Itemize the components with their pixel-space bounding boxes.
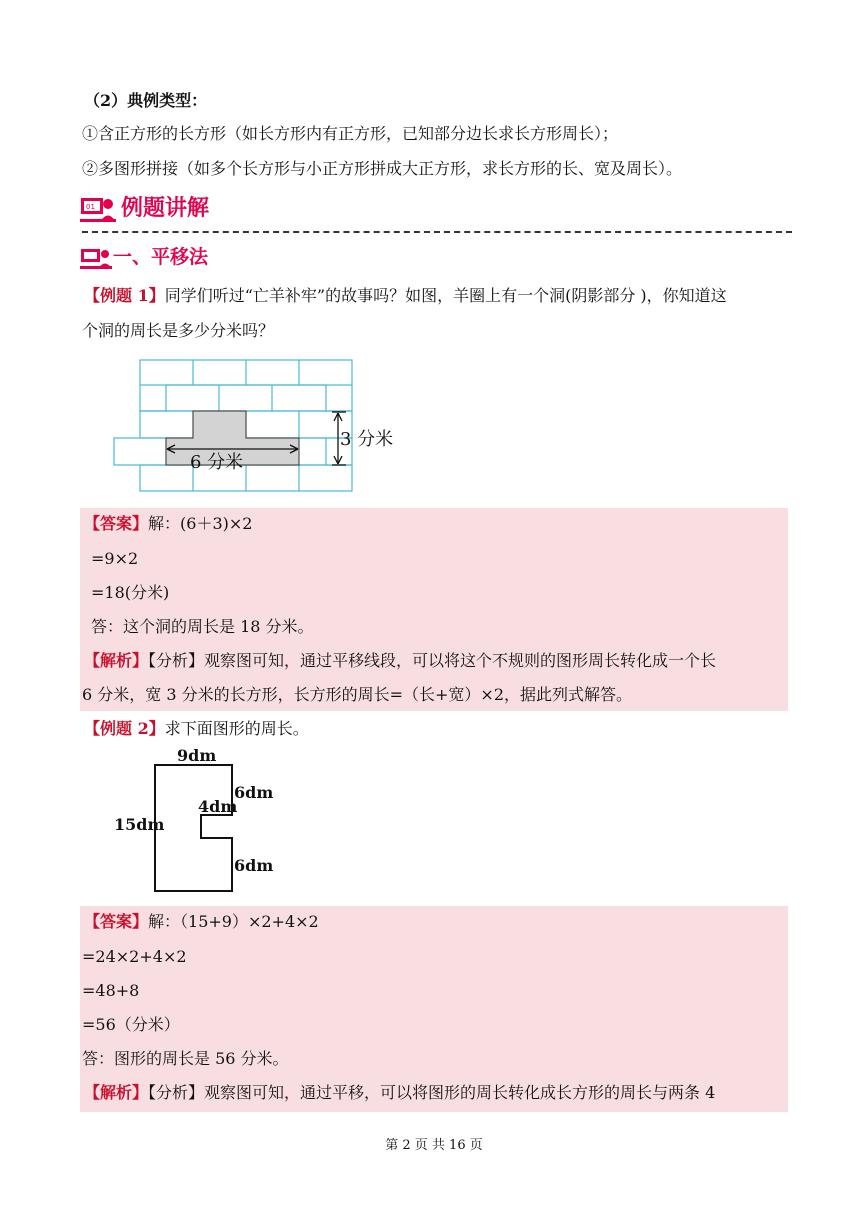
analysis-1-text: 【分析】观察图可知，通过平移线段，可以将这个不规则的图形周长转化成一个长 (148, 651, 717, 670)
answer-2-step-3: =48+8 (82, 981, 140, 1000)
example-2-tag: 【例题 2】 (84, 719, 165, 738)
label-right-bottom: 6dm (234, 856, 274, 875)
brick-wall-figure (110, 356, 420, 496)
section-title: 例题讲解 (121, 196, 210, 221)
example-1-line-1 (84, 285, 727, 307)
example-1-line-2: 个洞的周长是多少分米吗？ (82, 321, 275, 340)
types-title: （2）典例类型： (84, 91, 208, 110)
answer-2-step-2: =24×2+4×2 (82, 947, 187, 966)
notched-shape (155, 765, 232, 891)
label-left: 15dm (114, 815, 165, 834)
answer-2-conclusion: 答：图形的周长是 56 分米。 (82, 1049, 289, 1068)
answer-2-tag: 【答案】 (84, 912, 149, 931)
label-right-top: 6dm (234, 783, 274, 802)
answer-2-step-1: 解：（15+9）×2+4×2 (148, 912, 319, 931)
answer-2-step-4: =56（分米） (82, 1015, 180, 1034)
answer-1-line-1 (84, 513, 252, 535)
dashed-divider (82, 231, 792, 233)
example-2-text: 求下面图形的周长。 (164, 719, 309, 738)
answer-2-line-1 (84, 911, 319, 933)
type-1: ①含正方形的长方形（如长方形内有正方形，已知部分边长求长方形周长）； (82, 124, 619, 143)
svg-text:01: 01 (86, 203, 95, 211)
type-2: ②多图形拼接（如多个长方形与小正方形拼成大正方形，求长方形的长、宽及周长）。 (82, 159, 683, 178)
answer-1-step-3: =18(分米) (91, 583, 170, 602)
answer-1-step-2: =9×2 (91, 549, 139, 568)
label-top: 9dm (177, 746, 217, 765)
answer-1-step-1: 解：(6＋3)×2 (148, 514, 253, 533)
teacher-icon-small (80, 246, 112, 270)
analysis-1-line-2: 6 分米，宽 3 分米的长方形，长方形的周长=（长+宽）×2，据此列式解答。 (82, 685, 633, 704)
example-1-tag: 【例题 1】 (84, 286, 165, 305)
example-2-line (84, 718, 309, 740)
page-footer: 第 2 页 共 16 页 (385, 1138, 483, 1153)
answer-1-box (80, 508, 788, 711)
analysis-2-line-1 (84, 1082, 715, 1104)
answer-1-conclusion: 答：这个洞的周长是 18 分米。 (91, 617, 314, 636)
method-title: 一、平移法 (113, 246, 209, 268)
label-notch: 4dm (198, 797, 238, 816)
answer-1-tag: 【答案】 (84, 514, 149, 533)
analysis-1-line-1 (84, 650, 716, 672)
analysis-2-tag: 【解析】 (84, 1083, 149, 1102)
teacher-icon (80, 195, 116, 223)
example-1-text: 同学们听过“亡羊补牢”的故事吗？如图，羊圈上有一个洞(阴影部分 )，你知道这 (164, 286, 727, 305)
width-label: 6 分米 (190, 452, 244, 473)
analysis-1-tag: 【解析】 (84, 651, 149, 670)
height-label: 3 分米 (340, 429, 394, 450)
analysis-2-text: 【分析】观察图可知，通过平移，可以将图形的周长转化成长方形的周长与两条 4 (148, 1083, 716, 1102)
